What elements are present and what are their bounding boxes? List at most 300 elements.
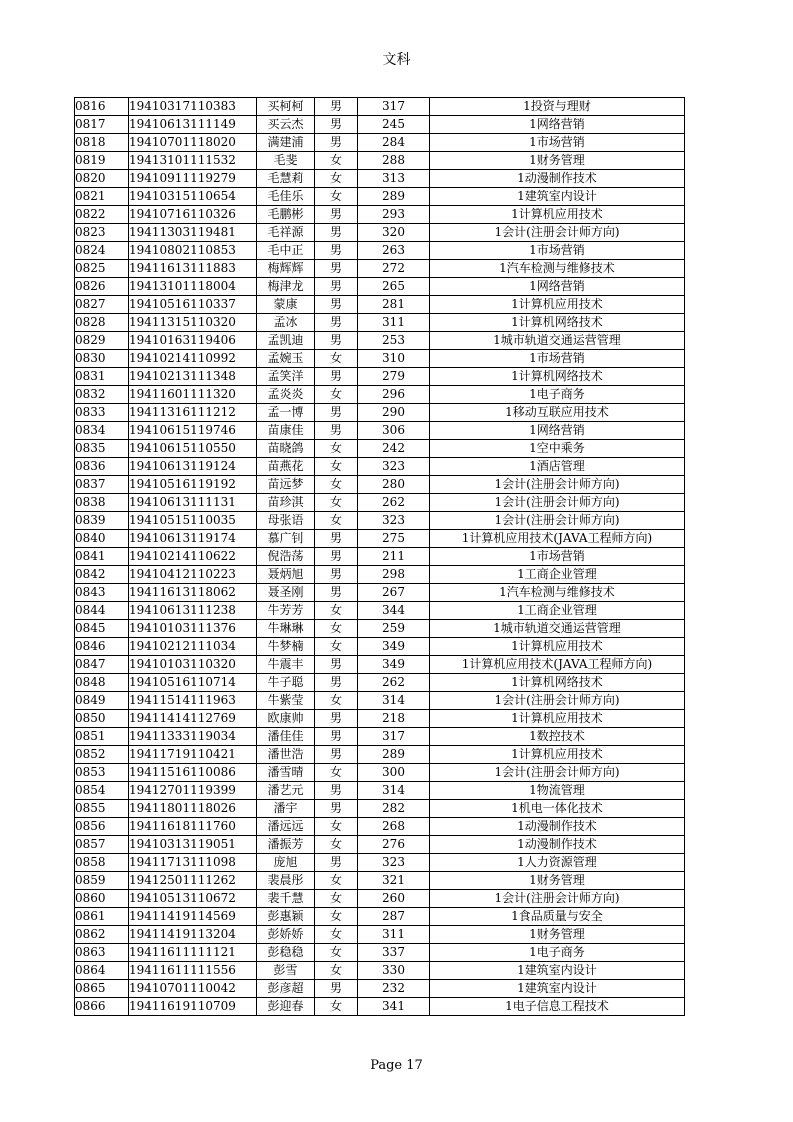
gender-cell: 男	[315, 134, 358, 152]
gender-cell: 男	[315, 242, 358, 260]
name-cell: 毛中正	[257, 242, 315, 260]
major-cell: 1人力资源管理	[430, 854, 685, 872]
seq-cell: 0831	[75, 368, 129, 386]
major-cell: 1城市轨道交通运营管理	[430, 332, 685, 350]
seq-cell: 0846	[75, 638, 129, 656]
name-cell: 满建浦	[257, 134, 315, 152]
gender-cell: 女	[315, 692, 358, 710]
gender-cell: 女	[315, 386, 358, 404]
table-row	[75, 998, 685, 1016]
score-cell: 267	[358, 584, 430, 602]
student-id-cell: 19411713111098	[129, 854, 257, 872]
page-footer: Page 17	[370, 1058, 423, 1073]
major-cell: 1网络营销	[430, 422, 685, 440]
student-id-cell: 19411333119034	[129, 728, 257, 746]
major-cell: 1计算机网络技术	[430, 368, 685, 386]
table-row	[75, 656, 685, 674]
name-cell: 孟笑洋	[257, 368, 315, 386]
table-row	[75, 224, 685, 242]
major-cell: 1会计(注册会计师方向)	[430, 494, 685, 512]
student-id-cell: 19410315110654	[129, 188, 257, 206]
seq-cell: 0841	[75, 548, 129, 566]
name-cell: 潘宇	[257, 800, 315, 818]
name-cell: 毛慧莉	[257, 170, 315, 188]
name-cell: 牛子聪	[257, 674, 315, 692]
table-row	[75, 584, 685, 602]
name-cell: 毛鹏彬	[257, 206, 315, 224]
score-cell: 287	[358, 908, 430, 926]
score-cell: 314	[358, 782, 430, 800]
score-cell: 337	[358, 944, 430, 962]
score-cell: 211	[358, 548, 430, 566]
student-id-cell: 19412701119399	[129, 782, 257, 800]
seq-cell: 0840	[75, 530, 129, 548]
gender-cell: 男	[315, 728, 358, 746]
seq-cell: 0844	[75, 602, 129, 620]
student-id-cell: 19410516110337	[129, 296, 257, 314]
name-cell: 苗晓鸽	[257, 440, 315, 458]
score-cell: 288	[358, 152, 430, 170]
gender-cell: 男	[315, 980, 358, 998]
name-cell: 苗珍淇	[257, 494, 315, 512]
student-id-cell: 19412501111262	[129, 872, 257, 890]
table-row	[75, 404, 685, 422]
table-row	[75, 476, 685, 494]
name-cell: 潘艺元	[257, 782, 315, 800]
student-id-cell: 19410701110042	[129, 980, 257, 998]
table-row	[75, 836, 685, 854]
score-cell: 321	[358, 872, 430, 890]
seq-cell: 0863	[75, 944, 129, 962]
student-id-cell: 19411601111320	[129, 386, 257, 404]
name-cell: 毛佳乐	[257, 188, 315, 206]
student-id-cell: 19410313119051	[129, 836, 257, 854]
student-id-cell: 19410613119174	[129, 530, 257, 548]
seq-cell: 0835	[75, 440, 129, 458]
name-cell: 慕广钊	[257, 530, 315, 548]
gender-cell: 男	[315, 710, 358, 728]
score-cell: 265	[358, 278, 430, 296]
score-cell: 279	[358, 368, 430, 386]
gender-cell: 男	[315, 656, 358, 674]
major-cell: 1会计(注册会计师方向)	[430, 224, 685, 242]
score-cell: 253	[358, 332, 430, 350]
student-id-cell: 19411419113204	[129, 926, 257, 944]
name-cell: 潘雪晴	[257, 764, 315, 782]
name-cell: 母张语	[257, 512, 315, 530]
student-id-cell: 19413101118004	[129, 278, 257, 296]
seq-cell: 0821	[75, 188, 129, 206]
table-row	[75, 764, 685, 782]
major-cell: 1物流管理	[430, 782, 685, 800]
score-cell: 293	[358, 206, 430, 224]
seq-cell: 0822	[75, 206, 129, 224]
name-cell: 孟炎炎	[257, 386, 315, 404]
table-row	[75, 152, 685, 170]
major-cell: 1计算机应用技术	[430, 296, 685, 314]
seq-cell: 0865	[75, 980, 129, 998]
student-id-cell: 19411618111760	[129, 818, 257, 836]
score-cell: 310	[358, 350, 430, 368]
gender-cell: 男	[315, 224, 358, 242]
student-id-cell: 19413101111532	[129, 152, 257, 170]
student-id-cell: 19411303119481	[129, 224, 257, 242]
seq-cell: 0851	[75, 728, 129, 746]
name-cell: 潘世浩	[257, 746, 315, 764]
seq-cell: 0842	[75, 566, 129, 584]
score-cell: 284	[358, 134, 430, 152]
score-cell: 349	[358, 656, 430, 674]
major-cell: 1计算机应用技术(JAVA工程师方向)	[430, 656, 685, 674]
score-cell: 280	[358, 476, 430, 494]
gender-cell: 女	[315, 638, 358, 656]
table-row	[75, 260, 685, 278]
major-cell: 1机电一体化技术	[430, 800, 685, 818]
seq-cell: 0816	[75, 98, 129, 116]
gender-cell: 女	[315, 764, 358, 782]
major-cell: 1建筑室内设计	[430, 980, 685, 998]
student-id-cell: 19410802110853	[129, 242, 257, 260]
table-row	[75, 188, 685, 206]
major-cell: 1计算机网络技术	[430, 674, 685, 692]
gender-cell: 男	[315, 854, 358, 872]
table-row	[75, 854, 685, 872]
gender-cell: 男	[315, 800, 358, 818]
student-id-cell: 19410701118020	[129, 134, 257, 152]
major-cell: 1会计(注册会计师方向)	[430, 764, 685, 782]
student-id-cell: 19410613111238	[129, 602, 257, 620]
name-cell: 苗燕花	[257, 458, 315, 476]
major-cell: 1会计(注册会计师方向)	[430, 512, 685, 530]
score-cell: 282	[358, 800, 430, 818]
score-cell: 296	[358, 386, 430, 404]
score-cell: 290	[358, 404, 430, 422]
major-cell: 1建筑室内设计	[430, 188, 685, 206]
major-cell: 1电子商务	[430, 944, 685, 962]
major-cell: 1网络营销	[430, 278, 685, 296]
name-cell: 牛芳芳	[257, 602, 315, 620]
seq-cell: 0855	[75, 800, 129, 818]
name-cell: 庞旭	[257, 854, 315, 872]
gender-cell: 男	[315, 584, 358, 602]
gender-cell: 女	[315, 476, 358, 494]
seq-cell: 0862	[75, 926, 129, 944]
major-cell: 1市场营销	[430, 350, 685, 368]
major-cell: 1会计(注册会计师方向)	[430, 476, 685, 494]
seq-cell: 0827	[75, 296, 129, 314]
table-row	[75, 458, 685, 476]
name-cell: 彭雪	[257, 962, 315, 980]
major-cell: 1空中乘务	[430, 440, 685, 458]
table-row	[75, 926, 685, 944]
seq-cell: 0826	[75, 278, 129, 296]
table-row	[75, 710, 685, 728]
major-cell: 1动漫制作技术	[430, 170, 685, 188]
score-cell: 276	[358, 836, 430, 854]
seq-cell: 0838	[75, 494, 129, 512]
name-cell: 聂炳旭	[257, 566, 315, 584]
name-cell: 倪浩荡	[257, 548, 315, 566]
score-cell: 306	[358, 422, 430, 440]
seq-cell: 0818	[75, 134, 129, 152]
seq-cell: 0839	[75, 512, 129, 530]
page-title: 文科	[382, 52, 411, 68]
table-row	[75, 440, 685, 458]
student-id-cell: 19411613118062	[129, 584, 257, 602]
score-cell: 259	[358, 620, 430, 638]
major-cell: 1财务管理	[430, 872, 685, 890]
score-cell: 281	[358, 296, 430, 314]
major-cell: 1计算机应用技术	[430, 746, 685, 764]
major-cell: 1食品质量与安全	[430, 908, 685, 926]
major-cell: 1计算机网络技术	[430, 314, 685, 332]
gender-cell: 女	[315, 890, 358, 908]
name-cell: 牛梦楠	[257, 638, 315, 656]
gender-cell: 女	[315, 170, 358, 188]
gender-cell: 男	[315, 404, 358, 422]
major-cell: 1财务管理	[430, 152, 685, 170]
student-id-cell: 19410212111034	[129, 638, 257, 656]
student-id-cell: 19410911119279	[129, 170, 257, 188]
gender-cell: 男	[315, 296, 358, 314]
table-row	[75, 314, 685, 332]
table-row	[75, 746, 685, 764]
score-cell: 311	[358, 926, 430, 944]
student-id-cell: 19410103111376	[129, 620, 257, 638]
gender-cell: 女	[315, 620, 358, 638]
gender-cell: 女	[315, 962, 358, 980]
gender-cell: 女	[315, 926, 358, 944]
table-row	[75, 134, 685, 152]
seq-cell: 0837	[75, 476, 129, 494]
name-cell: 牛紫莹	[257, 692, 315, 710]
score-cell: 232	[358, 980, 430, 998]
score-cell: 317	[358, 728, 430, 746]
score-cell: 289	[358, 188, 430, 206]
table-row	[75, 728, 685, 746]
table-row	[75, 638, 685, 656]
gender-cell: 男	[315, 368, 358, 386]
seq-cell: 0852	[75, 746, 129, 764]
gender-cell: 女	[315, 188, 358, 206]
gender-cell: 男	[315, 530, 358, 548]
student-id-cell: 19411613111883	[129, 260, 257, 278]
major-cell: 1汽车检测与维修技术	[430, 584, 685, 602]
name-cell: 彭娇娇	[257, 926, 315, 944]
major-cell: 1城市轨道交通运营管理	[430, 620, 685, 638]
table-row	[75, 692, 685, 710]
table-row	[75, 116, 685, 134]
name-cell: 毛斐	[257, 152, 315, 170]
seq-cell: 0866	[75, 998, 129, 1016]
student-id-cell: 19410317110383	[129, 98, 257, 116]
major-cell: 1电子信息工程技术	[430, 998, 685, 1016]
name-cell: 牛震丰	[257, 656, 315, 674]
major-cell: 1计算机应用技术	[430, 638, 685, 656]
gender-cell: 男	[315, 206, 358, 224]
student-id-cell: 19410513110672	[129, 890, 257, 908]
score-cell: 323	[358, 458, 430, 476]
name-cell: 彭惠颖	[257, 908, 315, 926]
student-id-cell: 19410615119746	[129, 422, 257, 440]
table-row	[75, 872, 685, 890]
score-cell: 341	[358, 998, 430, 1016]
seq-cell: 0828	[75, 314, 129, 332]
gender-cell: 女	[315, 998, 358, 1016]
gender-cell: 女	[315, 944, 358, 962]
score-cell: 320	[358, 224, 430, 242]
score-cell: 300	[358, 764, 430, 782]
major-cell: 1动漫制作技术	[430, 836, 685, 854]
table-row	[75, 818, 685, 836]
major-cell: 1会计(注册会计师方向)	[430, 692, 685, 710]
major-cell: 1工商企业管理	[430, 602, 685, 620]
seq-cell: 0819	[75, 152, 129, 170]
student-id-cell: 19411719110421	[129, 746, 257, 764]
name-cell: 孟一博	[257, 404, 315, 422]
seq-cell: 0853	[75, 764, 129, 782]
major-cell: 1计算机应用技术(JAVA工程师方向)	[430, 530, 685, 548]
score-cell: 311	[358, 314, 430, 332]
table-row	[75, 494, 685, 512]
student-id-cell: 19411315110320	[129, 314, 257, 332]
name-cell: 蒙康	[257, 296, 315, 314]
score-cell: 268	[358, 818, 430, 836]
roster-body	[75, 98, 685, 1016]
gender-cell: 女	[315, 602, 358, 620]
table-row	[75, 800, 685, 818]
student-id-cell: 19411611111556	[129, 962, 257, 980]
score-cell: 317	[358, 98, 430, 116]
gender-cell: 男	[315, 98, 358, 116]
table-row	[75, 332, 685, 350]
table-row	[75, 368, 685, 386]
table-row	[75, 296, 685, 314]
seq-cell: 0832	[75, 386, 129, 404]
seq-cell: 0857	[75, 836, 129, 854]
score-cell: 344	[358, 602, 430, 620]
student-id-cell: 19411619110709	[129, 998, 257, 1016]
gender-cell: 女	[315, 494, 358, 512]
table-row	[75, 278, 685, 296]
gender-cell: 女	[315, 872, 358, 890]
seq-cell: 0836	[75, 458, 129, 476]
student-id-cell: 19410515110035	[129, 512, 257, 530]
table-row	[75, 980, 685, 998]
seq-cell: 0825	[75, 260, 129, 278]
student-id-cell: 19411316111212	[129, 404, 257, 422]
major-cell: 1数控技术	[430, 728, 685, 746]
gender-cell: 女	[315, 458, 358, 476]
table-row	[75, 944, 685, 962]
major-cell: 1酒店管理	[430, 458, 685, 476]
name-cell: 彭迎春	[257, 998, 315, 1016]
name-cell: 苗康佳	[257, 422, 315, 440]
gender-cell: 男	[315, 422, 358, 440]
table-row	[75, 170, 685, 188]
seq-cell: 0848	[75, 674, 129, 692]
major-cell: 1财务管理	[430, 926, 685, 944]
seq-cell: 0860	[75, 890, 129, 908]
gender-cell: 男	[315, 278, 358, 296]
score-cell: 313	[358, 170, 430, 188]
score-cell: 218	[358, 710, 430, 728]
student-id-cell: 19410516119192	[129, 476, 257, 494]
name-cell: 潘振芳	[257, 836, 315, 854]
table-row	[75, 350, 685, 368]
gender-cell: 男	[315, 314, 358, 332]
table-row	[75, 602, 685, 620]
score-cell: 262	[358, 674, 430, 692]
table-row	[75, 548, 685, 566]
name-cell: 孟婉玉	[257, 350, 315, 368]
seq-cell: 0824	[75, 242, 129, 260]
name-cell: 彭稳稳	[257, 944, 315, 962]
student-id-cell: 19410213111348	[129, 368, 257, 386]
seq-cell: 0847	[75, 656, 129, 674]
major-cell: 1投资与理财	[430, 98, 685, 116]
name-cell: 梅辉辉	[257, 260, 315, 278]
student-id-cell: 19411801118026	[129, 800, 257, 818]
score-cell: 263	[358, 242, 430, 260]
student-id-cell: 19411516110086	[129, 764, 257, 782]
major-cell: 1建筑室内设计	[430, 962, 685, 980]
gender-cell: 女	[315, 818, 358, 836]
seq-cell: 0859	[75, 872, 129, 890]
table-row	[75, 908, 685, 926]
score-cell: 298	[358, 566, 430, 584]
seq-cell: 0845	[75, 620, 129, 638]
gender-cell: 男	[315, 782, 358, 800]
table-row	[75, 782, 685, 800]
gender-cell: 女	[315, 836, 358, 854]
name-cell: 彭彦超	[257, 980, 315, 998]
table-row	[75, 890, 685, 908]
student-id-cell: 19410214110622	[129, 548, 257, 566]
gender-cell: 男	[315, 260, 358, 278]
score-cell: 272	[358, 260, 430, 278]
seq-cell: 0830	[75, 350, 129, 368]
student-id-cell: 19411611111121	[129, 944, 257, 962]
seq-cell: 0854	[75, 782, 129, 800]
gender-cell: 女	[315, 350, 358, 368]
name-cell: 牛琳琳	[257, 620, 315, 638]
major-cell: 1汽车检测与维修技术	[430, 260, 685, 278]
score-cell: 323	[358, 854, 430, 872]
name-cell: 梅津龙	[257, 278, 315, 296]
name-cell: 欧康帅	[257, 710, 315, 728]
name-cell: 买柯柯	[257, 98, 315, 116]
major-cell: 1电子商务	[430, 386, 685, 404]
score-cell: 260	[358, 890, 430, 908]
seq-cell: 0861	[75, 908, 129, 926]
score-cell: 323	[358, 512, 430, 530]
score-cell: 245	[358, 116, 430, 134]
seq-cell: 0843	[75, 584, 129, 602]
name-cell: 毛祥源	[257, 224, 315, 242]
seq-cell: 0829	[75, 332, 129, 350]
table-row	[75, 242, 685, 260]
student-id-cell: 19410214110992	[129, 350, 257, 368]
student-id-cell: 19410716110326	[129, 206, 257, 224]
gender-cell: 男	[315, 332, 358, 350]
seq-cell: 0817	[75, 116, 129, 134]
score-cell: 314	[358, 692, 430, 710]
seq-cell: 0834	[75, 422, 129, 440]
name-cell: 潘佳佳	[257, 728, 315, 746]
name-cell: 孟冰	[257, 314, 315, 332]
student-id-cell: 19411419114569	[129, 908, 257, 926]
